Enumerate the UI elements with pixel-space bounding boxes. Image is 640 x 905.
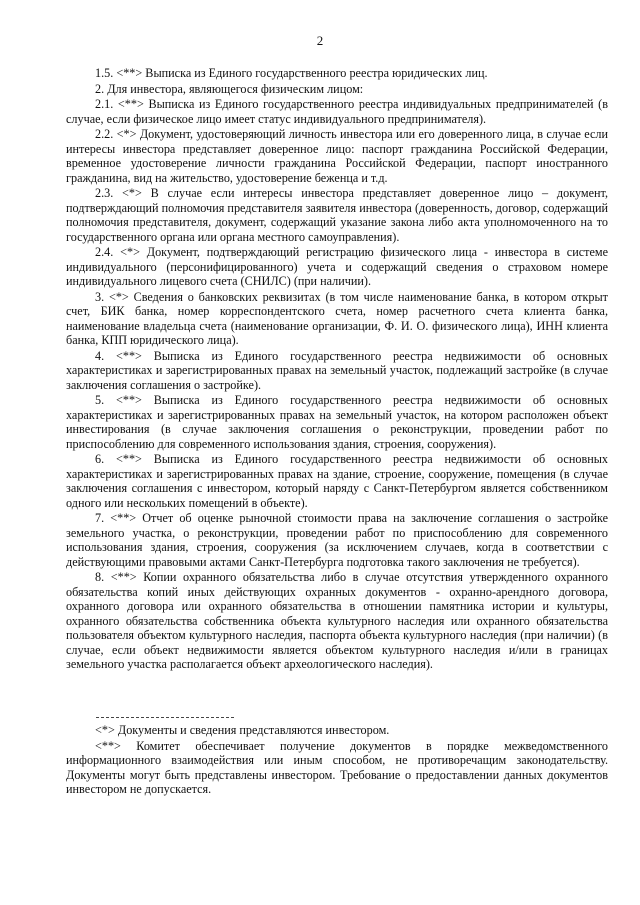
paragraph-2-3: 2.3. <*> В случае если интересы инвестора представляет доверенное лицо – документ, подтверждающий полномочия представителя заявителя инвестора (доверенность, договор, содержащий полномочия представителя, документ, содержащий указание закона либо акта уполномоченного на то государственного органа или органа местного самоуправления).	[66, 186, 608, 244]
paragraph-3: 3. <*> Сведения о банковских реквизитах (в том числе наименование банка, в котором открыт счет, БИК банка, номер корреспондентского счета, номер расчетного счета клиента банка, наименование владельца счета (наименование организации, Ф. И. О. физического лица), ИНН клиента банка, КПП юридического лица).	[66, 289, 608, 347]
footnote-double-asterisk: <**> Комитет обеспечивает получение документов в порядке межведомственного информационного взаимодействия или иным способом, не противоречащим законодательству. Документы могут быть представлены инвестором. Требование о предоставлении данных документов инвестором не допускается.	[66, 738, 608, 796]
paragraph-2-4: 2.4. <*> Документ, подтверждающий регистрацию физического лица - инвестора в системе индивидуального (персонифицированного) учета и содержащий сведения о страховом номере индивидуального лицевого счета (СНИЛС) (при наличии).	[66, 245, 608, 288]
page-number: 2	[316, 33, 324, 48]
paragraph-1-5: 1.5. <**> Выписка из Единого государственного реестра юридических лиц.	[95, 66, 488, 80]
paragraph-5: 5. <**> Выписка из Единого государственного реестра недвижимости об основных характеристиках и зарегистрированных правах на земельный участок, на котором расположен объект инвестирования (в случае заключения соглашения о реконструкции, проведении работ по приспособлению для современного использования здания, строения, сооружения).	[66, 393, 608, 451]
paragraph-8: 8. <**> Копии охранного обязательства либо в случае отсутствия утвержденного охранного обязательства копий иных действующих охранных документов - охранно-арендного договора, охранного договора или охранного обязательства в отношении памятника истории и культуры, охранного обязательства собственника объекта культурного наследия или охранного обязательства пользователя объектом культурного наследия, паспорта объекта культурного наследия (при наличии) (в случае, если объект недвижимости является объектом культурного наследия и/или в границах земельного участка располагается объект археологического наследия).	[66, 570, 608, 671]
paragraph-6: 6. <**> Выписка из Единого государственного реестра недвижимости об основных характеристиках и зарегистрированных правах на здание, строение, сооружение, помещения (в случае заключения соглашения с инвестором, который наряду с Санкт-Петербургом является собственником одного или нескольких помещений в объекте).	[66, 452, 608, 510]
paragraph-2-2: 2.2. <*> Документ, удостоверяющий личность инвестора или его доверенного лица, в случае если интересы инвестора представляет доверенное лицо: паспорт гражданина Российской Федерации, временное удостоверение личности гражданина Российской Федерации, паспорт иностранного гражданина, вид на жительство, удостоверение беженца и т.д.	[66, 127, 608, 185]
footnote-divider	[96, 717, 234, 718]
paragraph-4: 4. <**> Выписка из Единого государственного реестра недвижимости об основных характеристиках и зарегистрированных правах на земельный участок, подлежащий застройке (в случае заключения соглашения о застройке).	[66, 348, 608, 392]
paragraph-7: 7. <**> Отчет об оценке рыночной стоимости права на заключение соглашения о застройке земельного участка, о реконструкции, проведении работ по приспособлению для современного использования здания, строения, сооружения (за исключением случаев, когда в соответствии с действующими правовыми актами Санкт-Петербурга подготовка такого заключения не требуется).	[66, 511, 608, 569]
paragraph-2-1: 2.1. <**> Выписка из Единого государственного реестра индивидуальных предпринимателей (в случае, если физическое лицо имеет статус индивидуального предпринимателя).	[66, 97, 608, 126]
footnote-single-asterisk: <*> Документы и сведения представляются инвестором.	[95, 723, 390, 737]
footnotes	[66, 723, 608, 798]
document-body	[66, 66, 608, 673]
paragraph-2: 2. Для инвестора, являющегося физическим лицом:	[95, 81, 364, 96]
